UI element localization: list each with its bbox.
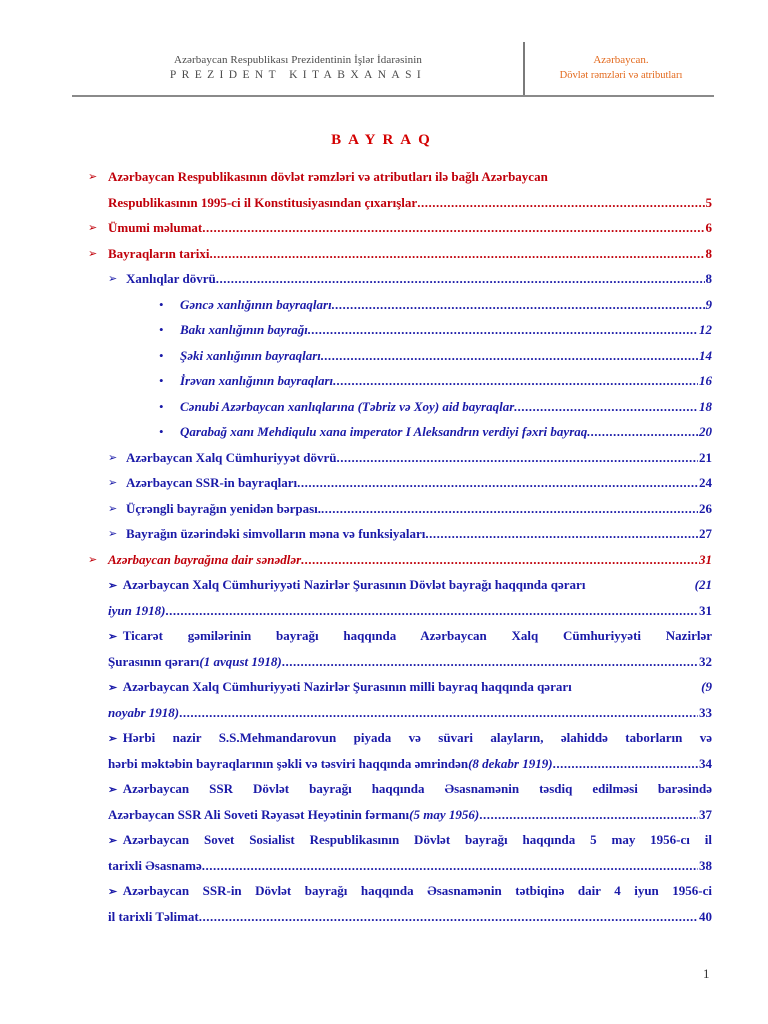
toc-entry-text: Ümumi məlumat <box>108 220 203 235</box>
toc-entry-text: Azərbaycan Xalq Cümhuriyyəti Nazirlər Şurasının milli bayraq haqqında qərarı <box>122 679 572 694</box>
toc-entry-date: noyabr 1918) <box>108 705 180 720</box>
toc-entry-text: Bayrağın üzərindəki simvolların məna və funksiyaları <box>126 526 426 541</box>
toc-entry-date: iyun 1918) <box>108 603 166 618</box>
toc-leader <box>199 909 698 925</box>
toc-leader <box>179 705 698 721</box>
arrow-bullet-icon: ➢ <box>88 222 98 234</box>
toc-entry-khanates[interactable] <box>126 271 712 287</box>
toc-entry-text: Cənubi Azərbaycan xanlıqlarına (Təbriz və Xoy) aid bayraqlar <box>180 399 515 414</box>
toc-entry-iravan[interactable] <box>180 373 712 389</box>
toc-entry-date: (5 may 1956) <box>409 807 480 822</box>
toc-entry-tricolor-restoration[interactable] <box>126 501 712 517</box>
toc-entry-date: (9 <box>701 679 712 694</box>
toc-entry-text: Azərbaycan Respublikasının dövlət rəmzləri və atributları ilə bağlı Azərbaycan <box>108 169 548 184</box>
arrow-bullet-icon: ➢ <box>88 554 98 566</box>
toc-page-number: 8 <box>705 271 712 286</box>
toc-page-number: 31 <box>699 603 712 618</box>
toc-entry-text: Azərbaycan Xalq Cümhuriyyət dövrü <box>126 450 337 465</box>
toc-page-number: 27 <box>699 526 712 541</box>
toc-entry-flag-history[interactable] <box>108 246 712 262</box>
toc-entry-text: Azərbaycan SSR-in Dövlət bayrağı haqqında Əsasnamənin tətbiqinə dair 4 iyun 1956-ci <box>122 883 712 898</box>
dot-bullet-icon: • <box>159 348 164 363</box>
toc-doc-5-line1[interactable] <box>108 781 712 798</box>
toc-leader <box>425 526 698 542</box>
toc-entry-ganja[interactable] <box>180 297 712 313</box>
toc-page-number: 20 <box>699 424 712 439</box>
toc-entry-text: Azərbaycan SSR Dövlət bayrağı haqqında Əsasnamənin təsdiq edilməsi barəsində <box>122 781 712 796</box>
toc-entry-date: (8 dekabr 1919) <box>468 756 553 771</box>
toc-doc-7-line2[interactable] <box>108 909 712 925</box>
toc-page-number: 37 <box>699 807 712 822</box>
toc-doc-1-line2[interactable] <box>108 603 712 619</box>
dot-bullet-icon: • <box>159 399 164 414</box>
toc-leader <box>209 246 704 262</box>
arrow-bullet-icon: ➢ <box>108 503 118 515</box>
toc-doc-5-line2[interactable] <box>108 807 712 823</box>
header-rule <box>72 95 714 97</box>
toc-page-number: 5 <box>705 195 712 210</box>
toc-page-number: 33 <box>699 705 712 720</box>
toc-leader <box>308 322 698 338</box>
toc-doc-4-line2[interactable] <box>108 756 712 772</box>
toc-page-number: 38 <box>699 858 712 873</box>
toc-entry-text: Üçrəngli bayrağın yenidən bərpası. <box>126 501 322 516</box>
toc-entry-text: Şəki xanlığının bayraqları <box>180 348 321 363</box>
toc-leader <box>587 424 698 440</box>
arrow-bullet-icon: ➢ <box>108 580 123 592</box>
toc-entry-text: Azərbaycan Sovet Sosialist Respublikasının Dövlət bayrağı haqqında 5 may 1956-cı il <box>122 832 712 847</box>
toc-page-number: 32 <box>699 654 712 669</box>
toc-doc-2-line2[interactable] <box>108 654 712 670</box>
toc-entry-text: Gəncə xanlığının bayraqları <box>180 297 332 312</box>
toc-entry-text: Bayraqların tarixi <box>108 246 210 261</box>
toc-entry-text: il tarixli Təlimat <box>108 909 199 924</box>
header-org: Azərbaycan Respublikası Prezidentinin İşlər İdarəsinin <box>174 54 422 66</box>
toc-leader <box>321 348 698 364</box>
toc-leader <box>332 297 705 313</box>
page-number: 1 <box>703 966 710 981</box>
dot-bullet-icon: • <box>159 373 164 388</box>
toc-leader <box>165 603 698 619</box>
toc-page-number: 6 <box>705 220 712 235</box>
header-topic <box>528 54 714 83</box>
arrow-bullet-icon: ➢ <box>88 171 98 183</box>
toc-page-number: 12 <box>699 322 712 337</box>
arrow-bullet-icon: ➢ <box>108 733 123 745</box>
toc-entry-text: Respublikasının 1995-ci il Konstitusiyasından çıxarışlar <box>108 195 418 210</box>
toc-page-number: 8 <box>705 246 712 261</box>
toc-entry-text: Bakı xanlığının bayrağı <box>180 322 308 337</box>
toc-doc-6-line2[interactable] <box>108 858 712 874</box>
dot-bullet-icon: • <box>159 424 164 439</box>
arrow-bullet-icon: ➢ <box>108 273 118 285</box>
arrow-bullet-icon: ➢ <box>108 452 118 464</box>
toc-entry-text: hərbi məktəbin bayraqlarının şəkli və təsviri haqqında əmrindən <box>108 756 469 771</box>
toc-doc-7-line1[interactable] <box>108 883 712 900</box>
toc-page-number: 40 <box>699 909 712 924</box>
toc-page-number: 24 <box>699 475 712 490</box>
toc-entry-date: (21 <box>694 577 712 592</box>
toc-entry-text: Qarabağ xanı Mehdiqulu xana imperator I Aleksandrın verdiyi fəxri bayraq <box>180 424 588 439</box>
toc-doc-6-line1[interactable] <box>108 832 712 849</box>
arrow-bullet-icon: ➢ <box>108 528 118 540</box>
toc-entry-ssr-flags[interactable] <box>126 475 712 491</box>
header-library-name: PREZIDENT KITABXANASI <box>169 69 427 81</box>
toc-doc-4-line1[interactable] <box>108 730 712 747</box>
toc-entry-text: Şurasının qərarı <box>108 654 200 669</box>
toc-page-number: 21 <box>699 450 712 465</box>
header-topic-line1: Azərbaycan. <box>593 54 649 66</box>
toc-page-number: 14 <box>699 348 712 363</box>
toc-leader <box>553 756 698 772</box>
toc-entry-shaki[interactable] <box>180 348 712 364</box>
toc-entry-text: Azərbaycan Xalq Cümhuriyyəti Nazirlər Şurasının Dövlət bayrağı haqqında qərarı <box>122 577 586 592</box>
toc-page-number: 26 <box>699 501 712 516</box>
toc-doc-3-line1[interactable] <box>108 679 712 696</box>
toc-entry-text: Azərbaycan bayrağına dair sənədlər <box>108 552 302 567</box>
dot-bullet-icon: • <box>159 297 164 312</box>
toc-entry-flag-documents[interactable] <box>108 552 712 568</box>
toc-page-number: 16 <box>699 373 712 388</box>
toc-leader <box>282 654 698 670</box>
arrow-bullet-icon: ➢ <box>108 631 123 643</box>
toc-doc-3-line2[interactable] <box>108 705 712 721</box>
toc-entry-text: Hərbi nazir S.S.Mehmandarovun piyada və süvari alayların, əlahiddə taborların və <box>122 730 712 745</box>
header-divider <box>523 42 525 96</box>
toc-doc-1-line1[interactable] <box>108 577 712 594</box>
header-topic-line2: Dövlət rəmzləri və atributları <box>559 70 683 81</box>
dot-bullet-icon: • <box>159 322 164 337</box>
toc-entry-constitution-line1[interactable] <box>108 169 712 185</box>
toc-leader <box>337 450 698 466</box>
arrow-bullet-icon: ➢ <box>108 886 123 898</box>
arrow-bullet-icon: ➢ <box>108 477 118 489</box>
toc-entry-adr-period[interactable] <box>126 450 712 466</box>
toc-leader <box>216 271 705 287</box>
arrow-bullet-icon: ➢ <box>108 835 123 847</box>
toc-entry-baku[interactable] <box>180 322 712 338</box>
toc-leader <box>301 552 698 568</box>
page-title: BAYRAQ <box>331 132 437 148</box>
toc-page-number: 31 <box>699 552 712 567</box>
arrow-bullet-icon: ➢ <box>108 682 123 694</box>
toc-entry-karabakh[interactable] <box>180 424 712 440</box>
toc-entry-text: Azərbaycan SSR Ali Soveti Rəyasət Heyətinin fərmanı <box>108 807 410 822</box>
toc-page-number: 34 <box>699 756 712 771</box>
toc-entry-constitution-line2[interactable] <box>108 195 712 211</box>
toc-entry-text: tarixli Əsasnamə <box>108 858 202 873</box>
toc-leader <box>202 858 698 874</box>
toc-entry-date: (1 avqust 1918) <box>199 654 282 669</box>
toc-leader <box>202 220 704 236</box>
arrow-bullet-icon: ➢ <box>108 784 123 796</box>
toc-page-number: 18 <box>699 399 712 414</box>
toc-entry-symbols-meaning[interactable] <box>126 526 712 542</box>
toc-doc-2-line1[interactable] <box>108 628 712 645</box>
toc-entry-general-info[interactable] <box>108 220 712 236</box>
toc-entry-south-azerbaijan[interactable] <box>180 399 712 415</box>
toc-leader <box>479 807 698 823</box>
page-header <box>72 42 714 96</box>
toc-leader <box>514 399 698 415</box>
toc-entry-text: Xanlıqlar dövrü <box>126 271 216 286</box>
toc-entry-text: Ticarət gəmilərinin bayrağı haqqında Azərbaycan Xalq Cümhuriyyəti Nazirlər <box>122 628 712 643</box>
toc-leader <box>321 501 698 517</box>
arrow-bullet-icon: ➢ <box>88 248 98 260</box>
header-library <box>72 54 524 83</box>
toc-entry-text: Azərbaycan SSR-in bayraqları <box>126 475 298 490</box>
toc-leader <box>297 475 698 491</box>
toc-entry-text: İrəvan xanlığının bayraqları <box>180 373 334 388</box>
toc-page-number: 9 <box>705 297 712 312</box>
toc-leader <box>333 373 698 389</box>
toc-leader <box>417 195 704 211</box>
